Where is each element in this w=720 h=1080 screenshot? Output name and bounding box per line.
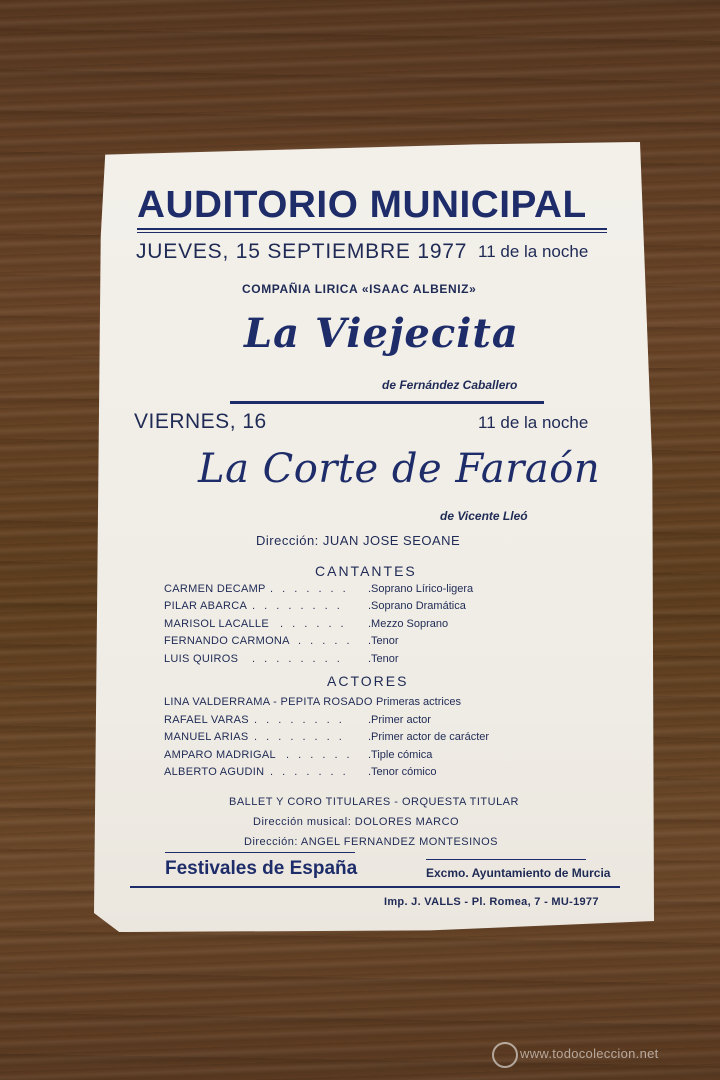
cantantes-heading: CANTANTES bbox=[315, 563, 417, 579]
cast-dots: . . . . . . . bbox=[270, 583, 349, 595]
cast-role: .Tiple cómica bbox=[368, 749, 433, 761]
cast-name: PILAR ABARCA bbox=[164, 600, 248, 612]
cast-role: .Primer actor de carácter bbox=[368, 731, 490, 743]
cast-name: MANUEL ARIAS bbox=[164, 731, 249, 743]
cast-row bbox=[0, 653, 720, 670]
general-director: Dirección: ANGEL FERNANDEZ MONTESINOS bbox=[244, 836, 499, 848]
company-name: COMPAÑIA LIRICA «ISAAC ALBENIZ» bbox=[242, 282, 477, 296]
actores-heading: ACTORES bbox=[327, 673, 409, 689]
title-underline-thin bbox=[137, 232, 607, 233]
cast-row bbox=[0, 583, 720, 600]
cast-role: .Tenor bbox=[368, 635, 399, 647]
cast-role: .Soprano Lírico-ligera bbox=[368, 583, 474, 595]
cast-row bbox=[0, 696, 720, 713]
second-date: VIERNES, 16 bbox=[134, 410, 267, 433]
sponsor-text: Excmo. Ayuntamiento de Murcia bbox=[426, 866, 611, 880]
stage-director: Dirección: JUAN JOSE SEOANE bbox=[256, 533, 461, 548]
cast-role: .Primer actor bbox=[368, 714, 431, 726]
second-show-title: La Corte de Faraón bbox=[198, 446, 601, 492]
festivales-underline bbox=[165, 852, 355, 853]
cast-role: Primeras actrices bbox=[376, 696, 461, 708]
watermark-logo-icon bbox=[492, 1042, 518, 1068]
cast-name: LINA VALDERRAMA - PEPITA ROSADO bbox=[164, 696, 373, 708]
footer-rule bbox=[130, 886, 620, 888]
cast-dots: . . . . . bbox=[298, 635, 353, 647]
sponsor-overline bbox=[426, 859, 586, 860]
watermark-text: www.todocoleccion.net bbox=[520, 1046, 659, 1061]
cast-dots: . . . . . . . . bbox=[252, 653, 343, 665]
cast-name: RAFAEL VARAS bbox=[164, 714, 249, 726]
cast-name: CARMEN DECAMP bbox=[164, 583, 266, 595]
cast-name: LUIS QUIROS bbox=[164, 653, 239, 665]
cast-name: FERNANDO CARMONA bbox=[164, 635, 290, 647]
section-divider bbox=[230, 401, 544, 404]
cast-row bbox=[0, 731, 720, 748]
first-show-author: de Fernández Caballero bbox=[382, 378, 518, 392]
cast-row bbox=[0, 714, 720, 731]
first-time: 11 de la noche bbox=[478, 242, 589, 261]
title-underline bbox=[137, 228, 607, 230]
cast-dots: . . . . . . bbox=[280, 618, 347, 630]
first-show-title: La Viejecita bbox=[244, 310, 519, 357]
cast-row bbox=[0, 749, 720, 766]
cast-dots: . . . . . . . . bbox=[254, 714, 345, 726]
cast-dots: . . . . . . bbox=[286, 749, 353, 761]
cast-row bbox=[0, 766, 720, 783]
cast-name: MARISOL LACALLE bbox=[164, 618, 269, 630]
printer-credit: Imp. J. VALLS - Pl. Romea, 7 - MU-1977 bbox=[384, 896, 599, 908]
cast-row bbox=[0, 635, 720, 652]
cast-name: ALBERTO AGUDIN bbox=[164, 766, 265, 778]
cast-row bbox=[0, 600, 720, 617]
cast-role: .Tenor cómico bbox=[368, 766, 437, 778]
cast-role: .Tenor bbox=[368, 653, 399, 665]
festivales-logo-text: Festivales de España bbox=[165, 858, 358, 879]
cast-role: .Mezzo Soprano bbox=[368, 618, 449, 630]
second-show-author: de Vicente Lleó bbox=[440, 509, 528, 523]
cast-role: .Soprano Dramática bbox=[368, 600, 466, 612]
first-date: JUEVES, 15 SEPTIEMBRE 1977 bbox=[136, 240, 468, 263]
second-time: 11 de la noche bbox=[478, 413, 589, 432]
venue-title: AUDITORIO MUNICIPAL bbox=[137, 184, 587, 226]
ballet-credit: BALLET Y CORO TITULARES - ORQUESTA TITULAR bbox=[229, 796, 519, 808]
cast-row bbox=[0, 618, 720, 635]
cast-dots: . . . . . . . bbox=[270, 766, 349, 778]
cast-dots: . . . . . . . . bbox=[252, 600, 343, 612]
musical-director: Dirección musical: DOLORES MARCO bbox=[253, 816, 460, 828]
cast-dots: . . . . . . . . bbox=[254, 731, 345, 743]
cast-name: AMPARO MADRIGAL bbox=[164, 749, 276, 761]
